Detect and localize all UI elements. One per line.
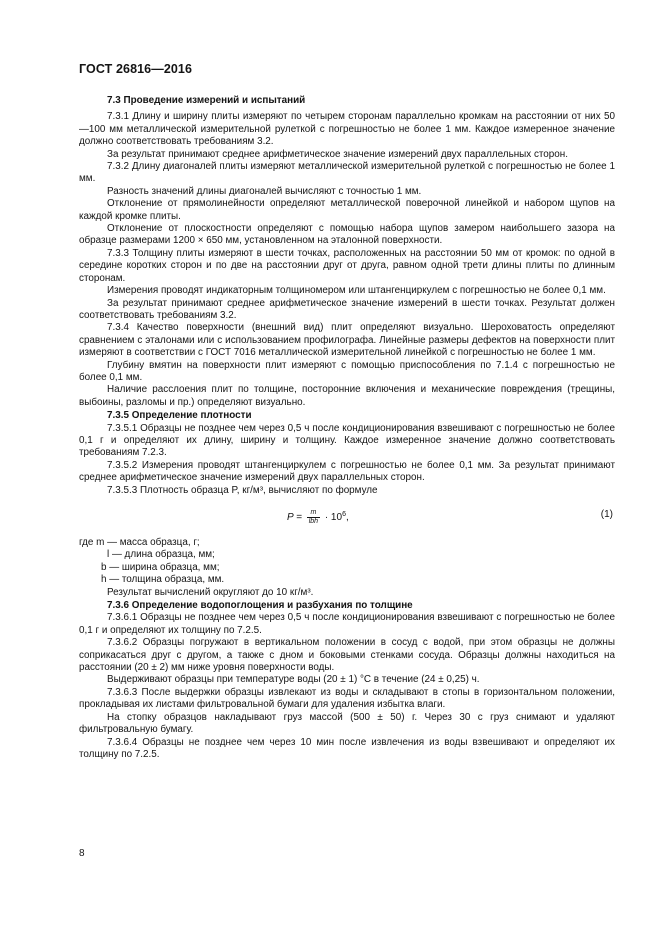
paragraph-7-3-6-2: 7.3.6.2 Образцы погружают в вертикальном положении в сосуд с водой, при этом образцы не должны соприкасаться друг с другом, а также с дном и боковыми стенками сосуда. Образцы должны находиться на расстоянии (20 ± 2) мм ниже уровня поверхности воды. [79, 637, 615, 674]
paragraph-7-3-6-2-temperature: Выдерживают образцы при температуре воды (20 ± 1) °С в течение (24 ± 0,25) ч. [107, 674, 480, 686]
standard-header: ГОСТ 26816—2016 [79, 62, 193, 76]
paragraph-7-3-1: 7.3.1 Длину и ширину плиты измеряют по четырем сторонам параллельно кромкам на расстоянии от них 50—100 мм металлической измерительной рулеткой с погрешностью не более 1 мм. Каждое измеренное значение должно соответствовать требованиям 3.2. [79, 111, 615, 148]
formula-tail: , [345, 512, 349, 524]
paragraph-7-3-6-1: 7.3.6.1 Образцы не позднее чем через 0,5 ч после кондиционирования взвешивают с погрешностью не более 0,1 г и определяют их толщину по 7.2.5. [79, 612, 615, 636]
paragraph-7-3-3-result: За результат принимают среднее арифметическое значение измерений в шести точках. Результат должен соответствовать требованиям 3.2. [79, 297, 615, 321]
paragraph-rounding: Результат вычислений округляют до 10 кг/м³. [107, 586, 314, 598]
paragraph-7-3-1-result: За результат принимают среднее арифметическое значение измерений двух параллельных сторон. [107, 148, 568, 160]
paragraph-7-3-5-3: 7.3.5.3 Плотность образца P, кг/м³, вычисляют по формуле [107, 484, 378, 496]
section-7-3-5-title: 7.3.5 Определение плотности [107, 410, 252, 422]
paragraph-7-3-3: 7.3.3 Толщину плиты измеряют в шести точках, расположенных на расстоянии 50 мм от кромок: по одной в середине коротких сторон и по две на расстоянии друг от друга, равном одной трети длины плиты по длинным сторонам. [79, 247, 615, 284]
formula-where-line: где m — масса образца, г; [79, 537, 200, 548]
paragraph-7-3-5-2: 7.3.5.2 Измерения проводят штангенциркулем с погрешностью не более 0,1 мм. За результат принимают среднее арифметическое значение измерений двух параллельных сторон. [79, 459, 615, 484]
paragraph-7-3-2-flatness: Отклонение от плоскостности определяют с помощью набора щупов замером наибольшего зазора на образце размерами 1200 × 650 мм, установленном на эталонной поверхности. [79, 223, 615, 247]
paragraph-7-3-4-delamination: Наличие расслоения плит по толщине, посторонние включения и механические повреждения (трещины, выбоины, разломы и пр.) определяют визуально. [79, 384, 615, 408]
paragraph-7-3-4-dents: Глубину вмятин на поверхности плит измеряют с помощью приспособления по 7.1.4 с погрешностью не более 0,1 мм. [79, 359, 615, 383]
paragraph-7-3-2-straightness: Отклонение от прямолинейности определяют металлической поверочной линейкой и набором щупов на каждой кромке плиты. [79, 198, 615, 222]
formula-rhs: · 10 [324, 512, 343, 524]
page-number: 8 [79, 848, 85, 859]
paragraph-7-3-6-3-weight: На стопку образцов накладывают груз массой (500 ± 50) г. Через 30 с груз снимают и удаляют фильтровальную бумагу. [79, 711, 615, 736]
formula-fraction [307, 509, 320, 526]
paragraph-7-3-6-3: 7.3.6.3 После выдержки образцы извлекают из воды и складывают в стопы в горизонтальном положении, прокладывая их листами фильтровальной бумаги для удаления избытка влаги. [79, 686, 615, 711]
definition-width: b — ширина образца, мм; [101, 561, 220, 573]
page-content [79, 94, 615, 761]
formula-denominator: lbh [308, 518, 319, 525]
formula-exponent: 6 [342, 510, 346, 518]
formula-number: (1) [600, 509, 613, 520]
paragraph-7-3-5-1: 7.3.5.1 Образцы не позднее чем через 0,5 ч после кондиционирования взвешивают с погрешностью не более 0,1 г и определяют их длину, ширину и толщину. Каждое измеренное значение должно соответствовать требованиям 7.2.3. [79, 422, 615, 459]
paragraph-7-3-6-4: 7.3.6.4 Образцы не позднее чем через 10 мин после извлечения из воды взвешивают и определяют их толщину по 7.2.5. [79, 736, 615, 760]
section-7-3-6-title: 7.3.6 Определение водопоглощения и разбухания по толщине [107, 600, 413, 612]
definition-length: l — длина образца, мм; [107, 549, 215, 561]
section-7-3-title: 7.3 Проведение измерений и испытаний [107, 95, 306, 106]
paragraph-7-3-4: 7.3.4 Качество поверхности (внешний вид) плит определяют визуально. Шероховатость определяют сравнением с эталонами или с использованием профилографа. Линейные размеры дефектов на поверхности плит измеряют в соответствии с ГОСТ 7016 металлической измерительной линейкой с погрешностью не более 1 мм. [79, 322, 615, 359]
definition-thickness: h — толщина образца, мм. [101, 574, 225, 586]
paragraph-7-3-2: 7.3.2 Длину диагоналей плиты измеряют металлической измерительной рулеткой с погрешностью не более 1 мм. [79, 161, 615, 185]
paragraph-7-3-2-diagonals: Разность значений длины диагоналей вычисляют с точностью 1 мм. [107, 185, 422, 197]
paragraph-7-3-3-instruments: Измерения проводят индикаторным толщиномером или штангенциркулем с погрешностью не более 0,1 мм. [107, 285, 606, 297]
density-formula [79, 503, 615, 533]
formula-lhs: P = [287, 512, 302, 524]
formula-numerator: m [307, 509, 320, 518]
formula-expression [287, 509, 349, 526]
